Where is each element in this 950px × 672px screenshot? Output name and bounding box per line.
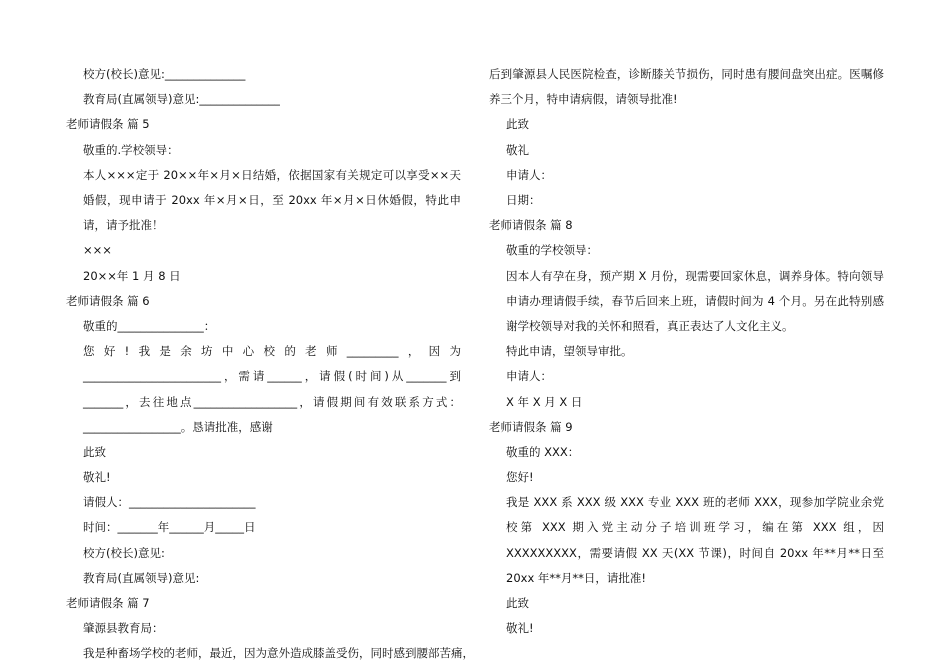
section-heading: 老师请假条 篇 7 xyxy=(66,596,150,611)
greeting: 您好! xyxy=(506,470,534,485)
right-column xyxy=(489,62,884,641)
closing: 敬礼! xyxy=(83,470,111,485)
closing: 此致 xyxy=(506,596,529,611)
paragraph: 我是种畜场学校的老师，最近，因为意外造成膝盖受伤，同时感到腰部苦痛， xyxy=(83,646,474,661)
salutation: 敬重的 XXX： xyxy=(506,444,580,459)
date-line: X 年 X 月 X 日 xyxy=(506,394,583,409)
salutation: 肇源县教育局： xyxy=(83,621,164,636)
section-heading: 老师请假条 篇 9 xyxy=(489,419,573,434)
paragraph: 校方(校长)意见:______________ xyxy=(83,67,246,81)
closing: 此致 xyxy=(83,444,106,459)
closing: 敬礼! xyxy=(506,621,534,636)
date-line: 时间：_______年______月_____日 xyxy=(83,520,256,535)
paragraph: 后到肇源县人民医院检查，诊断膝关节损伤，同时患有腰间盘突出症。医嘱修养三个月，特申请病假，请领导批准! xyxy=(489,67,884,107)
paragraph: 本人×××定于 20××年×月×日结婚，依据国家有关规定可以享受××天婚假，现申请于 20xx 年×月×日，至 20xx 年×月×日休婚假，特此申请，请予批准！ xyxy=(83,167,461,233)
date-line: 20××年 1 月 8 日 xyxy=(83,268,181,283)
signature: 申请人： xyxy=(506,167,552,182)
closing: 此致 xyxy=(506,117,529,132)
signature: ××× xyxy=(83,243,112,258)
paragraph: 教育局(直属领导)意见: xyxy=(83,570,200,585)
salutation: 敬重的.学校领导： xyxy=(83,142,179,157)
salutation: 敬重的_______________： xyxy=(83,318,216,333)
section-heading: 老师请假条 篇 5 xyxy=(66,117,150,132)
paragraph: 校方(校长)意见: xyxy=(83,545,165,560)
date-line: 日期： xyxy=(506,192,541,207)
paragraph: 因本人有孕在身，预产期 X 月份，现需要回家休息，调养身体。特向领导申请办理请假手续，春节后回来上班，请假时间为 4 个月。另在此特别感谢学校领导对我的关怀和照看，真正表达了人文化主义。 xyxy=(506,268,884,333)
paragraph: 我是 XXX 系 XXX 级 XXX 专业 XXX 班的老师 XXX，现参加学院业余党校第 XXX 期入党主动分子培训班学习，编在第 XXX 组，因 XXXXXXXXX，需要请假 XX 天(XX 节课)，时间自 20xx 年**月**日至 20xx 年**月**日，请批准! xyxy=(506,495,884,585)
paragraph: 教育局(直属领导)意见:______________ xyxy=(83,92,280,107)
section-heading: 老师请假条 篇 8 xyxy=(489,218,573,233)
paragraph: 您好!我是余坊中心校的老师_________，因为________________________，需请______，请假(时间)从_______到_______，去往地点__________________，请假期间有效联系方式：_________________。恳请批准，感谢 xyxy=(83,344,461,434)
signature: 申请人： xyxy=(506,369,552,384)
section-heading: 老师请假条 篇 6 xyxy=(66,293,150,308)
signature: 请假人：______________________ xyxy=(83,495,256,510)
paragraph: 特此申请，望领导审批。 xyxy=(506,344,633,359)
left-column xyxy=(66,62,474,667)
closing: 敬礼 xyxy=(506,142,529,157)
salutation: 敬重的学校领导： xyxy=(506,243,598,258)
